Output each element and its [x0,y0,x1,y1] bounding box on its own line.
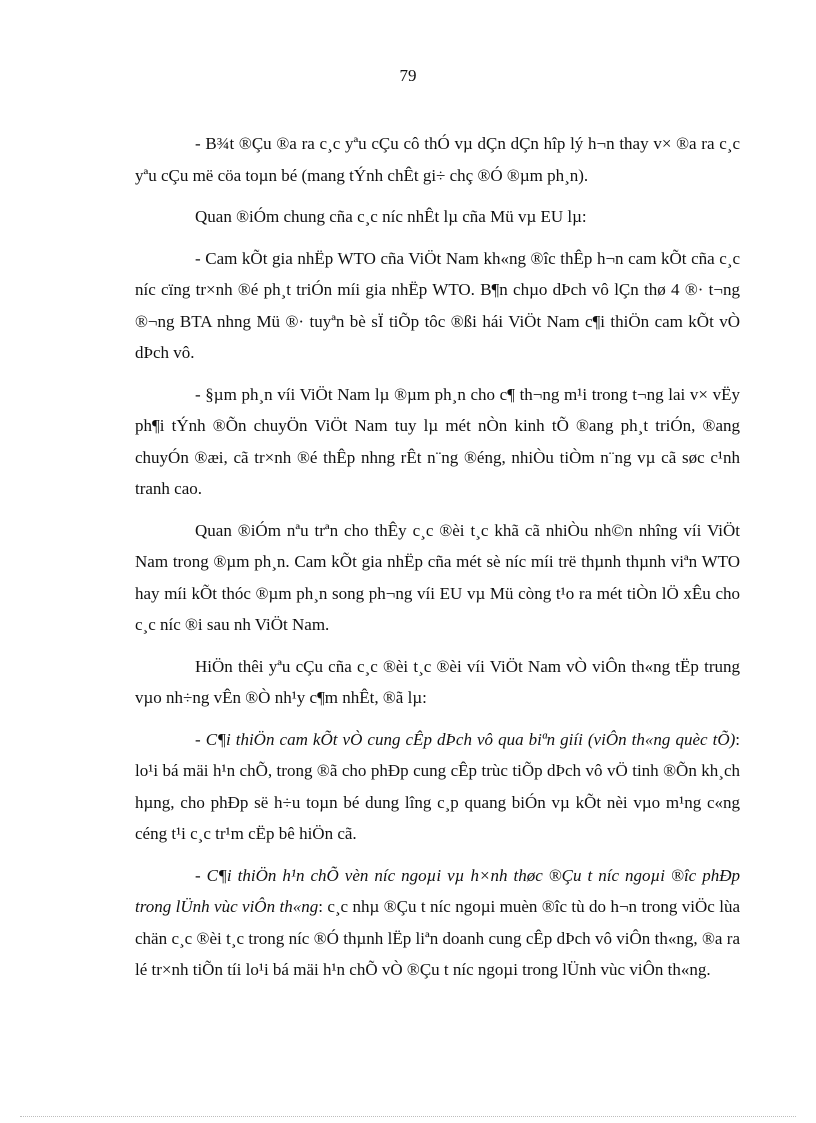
paragraph-text: Quan ®iÓm nªu trªn cho thÊy c¸c ®èi t¸c khã cã nhiÒu nh©n nhîng víi ViÖt Nam trong ®µm ph¸n. Cam kÕt gia nhËp cña mét sè níc míi trë thµnh thµnh viªn WTO hay míi kÕt thóc ®µm ph¸n song ph¬ng víi EU vµ Mü còng t¹o ra mét tiÒn lÖ xÊu cho c¸c níc ®i sau nh ViÖt Nam. [135,520,740,634]
paragraph-5 [135,515,740,641]
page-bottom-rule [20,1116,796,1117]
paragraph-8 [135,860,740,986]
italic-lead: - C¶i thiÖn h¹n chÕ vèn níc ngoµi vµ h×nh thøc ®Çu t níc ngoµi ®îc phÐp trong lÜnh vùc viÔn th«ng [135,865,740,916]
italic-lead: - C¶i thiÖn cam kÕt vÒ cung cÊp dÞch vô qua biªn giíi (viÔn th«ng quèc tÕ) [195,729,736,749]
paragraph-text: HiÖn thêi yªu cÇu cña c¸c ®èi t¸c ®èi víi ViÖt Nam vÒ viÔn th«ng tËp trung vµo nh÷ng vÊn ®Ò nh¹y c¶m nhÊt, ®ã lµ: [135,656,740,707]
document-body [135,128,740,996]
paragraph-text: - §µm ph¸n víi ViÖt Nam lµ ®µm ph¸n cho c¶ th¬ng m¹i trong t¬ng lai v× vËy ph¶i tÝnh ®Õn chuyÖn ViÖt Nam tuy lµ mét nÒn kinh tÕ ®ang ph¸t triÓn, ®ang chuyÓn ®æi, cã tr×nh ®é thÊp nhng rÊt n¨ng ®éng, nhiÒu tiÒm n¨ng vµ cã søc c¹nh tranh cao. [135,384,740,498]
page-number: 79 [399,66,417,85]
paragraph-2 [135,201,740,233]
paragraph-3 [135,243,740,369]
paragraph-text: - Cam kÕt gia nhËp WTO cña ViÖt Nam kh«ng ®îc thÊp h¬n cam kÕt cña c¸c níc cïng tr×nh ®é ph¸t triÓn míi gia nhËp WTO. B¶n chµo dÞch vô lÇn thø 4 ®· t¬ng ®¬ng BTA nhng Mü ®· tuyªn bè sÏ tiÕp tôc ®ßi hái ViÖt Nam c¶i thiÖn cam kÕt vÒ dÞch vô. [135,248,740,362]
paragraph-4 [135,379,740,505]
paragraph-6 [135,651,740,714]
paragraph-text: - B¾t ®Çu ®a ra c¸c yªu cÇu cô thÓ vµ dÇn dÇn hîp lý h¬n thay v× ®a ra c¸c yªu cÇu më cöa toµn bé (mang tÝnh chÊt gi÷ chç ®Ó ®µm ph¸n). [135,134,740,185]
paragraph-text: Quan ®iÓm chung cña c¸c níc nhÊt lµ cña Mü vµ EU lµ: [195,207,587,226]
paragraph-1 [135,128,740,191]
paragraph-7 [135,724,740,850]
paragraph-text: : c¸c nhµ ®Çu t níc ngoµi muèn ®îc tù do h¬n trong viÖc lùa chän c¸c ®èi t¸c trong níc ®Ó thµnh lËp liªn doanh cung cÊp dÞch vô viÔn th«ng, ®a ra lé tr×nh tiÕn tíi lo¹i bá mäi h¹n chÕ vÒ ®Çu t níc ngoµi trong lÜnh vùc viÔn th«ng. [135,897,740,979]
paragraph-text: : lo¹i bá mäi h¹n chÕ, trong ®ã cho phÐp cung cÊp trùc tiÕp dÞch vô vÖ tinh ®Õn kh¸ch hµng, cho phÐp së h÷u toµn bé dung lîng c¸p quang biÓn vµ kÕt nèi vµo m¹ng c«ng céng t¹i c¸c tr¹m cËp bê hiÖn cã. [135,729,740,843]
